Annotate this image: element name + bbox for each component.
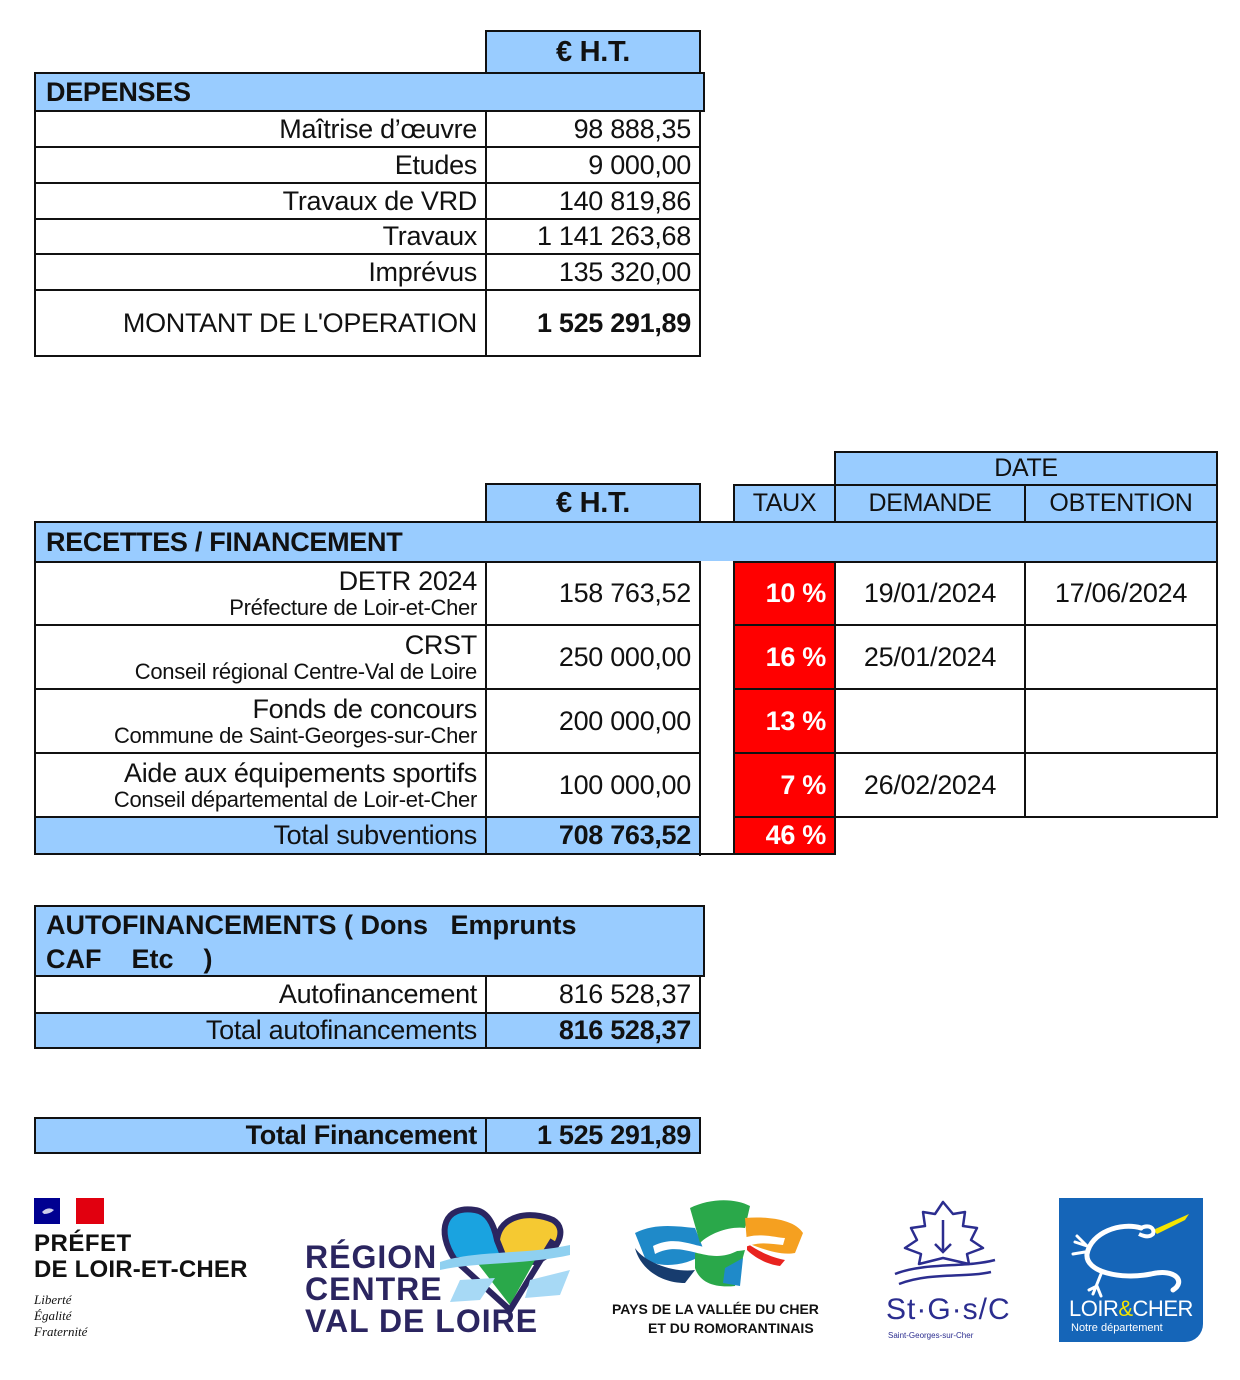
depenses-row-amount: 135 320,00 <box>485 253 701 291</box>
pays-logo <box>600 1195 840 1345</box>
recettes-currency-header: € H.T. <box>485 483 701 523</box>
autofinancements-row-amount: 816 528,37 <box>485 975 701 1014</box>
recettes-obtention-header: OBTENTION <box>1024 484 1218 523</box>
recettes-row-label <box>34 561 487 626</box>
stgsc-mark: St·G·s/C <box>886 1293 1011 1326</box>
pays-wave-icon <box>635 1198 805 1288</box>
funding-source: Préfecture de Loir-et-Cher <box>229 595 477 620</box>
depenses-row-label: Travaux <box>34 218 487 255</box>
depenses-total-amount: 1 525 291,89 <box>485 289 701 357</box>
vine-leaf-icon <box>885 1198 1005 1293</box>
prefet-line1: PRÉFET <box>34 1230 132 1257</box>
recettes-row-obtention: 17/06/2024 <box>1024 561 1218 626</box>
recettes-total-label: Total subventions <box>34 816 487 855</box>
recettes-row-demande: 19/01/2024 <box>834 561 1026 626</box>
recettes-demande-header: DEMANDE <box>834 484 1026 523</box>
prefet-motto-1: Liberté <box>34 1292 72 1307</box>
loiretcher-logo <box>1059 1198 1203 1342</box>
prefet-motto-3: Fraternité <box>34 1324 88 1339</box>
funding-name: Aide aux équipements sportifs <box>123 757 477 788</box>
spacer-bottom <box>699 853 735 855</box>
funding-name: DETR 2024 <box>338 566 477 596</box>
region-logo <box>300 1195 580 1345</box>
loiretcher-name-b: CHER <box>1132 1296 1193 1321</box>
recettes-taux-header: TAUX <box>733 484 836 523</box>
recettes-row-amount: 100 000,00 <box>485 752 701 818</box>
recettes-total-amount: 708 763,52 <box>485 816 701 855</box>
funding-source: Commune de Saint-Georges-sur-Cher <box>113 722 477 748</box>
loiretcher-tagline: Notre département <box>1071 1322 1163 1334</box>
recettes-row-taux: 10 % <box>733 561 836 626</box>
depenses-row-amount: 9 000,00 <box>485 146 701 184</box>
autofinancements-title-line1: AUTOFINANCEMENTS ( Dons Emprunts <box>46 910 577 940</box>
stgsc-logo <box>880 1195 1010 1345</box>
funding-name: Fonds de concours <box>252 693 477 724</box>
prefet-line2: DE LOIR-ET-CHER <box>34 1256 248 1283</box>
loiretcher-name <box>1069 1296 1193 1322</box>
recettes-row-taux: 13 % <box>733 688 836 754</box>
depenses-row-label: Etudes <box>34 146 487 184</box>
recettes-row-taux: 7 % <box>733 752 836 818</box>
stgsc-caption: Saint-Georges-sur-Cher <box>888 1331 974 1340</box>
recettes-row-amount: 158 763,52 <box>485 561 701 626</box>
recettes-row-obtention <box>1024 688 1218 754</box>
funding-source: Conseil départemental de Loir-et-Cher <box>113 786 477 812</box>
funding-source: Conseil régional Centre-Val de Loire <box>134 658 477 684</box>
recettes-row-label <box>34 624 487 690</box>
recettes-row-taux: 16 % <box>733 624 836 690</box>
region-heart-icon <box>435 1200 575 1320</box>
recettes-row-label <box>34 752 487 818</box>
recettes-total-taux: 46 % <box>733 816 836 855</box>
salamander-icon <box>1061 1202 1201 1302</box>
region-line3: VAL DE LOIRE <box>305 1303 539 1339</box>
recettes-row-obtention <box>1024 624 1218 690</box>
depenses-row-amount: 98 888,35 <box>485 110 701 148</box>
autofinancements-section-title <box>34 905 705 977</box>
pays-line1: PAYS DE LA VALLÉE DU CHER <box>612 1301 819 1317</box>
loiretcher-name-a: LOIR <box>1069 1296 1119 1321</box>
depenses-row-label: Maîtrise d’œuvre <box>34 110 487 148</box>
recettes-row-demande: 26/02/2024 <box>834 752 1026 818</box>
funding-name: CRST <box>404 629 477 660</box>
recettes-row-amount: 200 000,00 <box>485 688 701 754</box>
depenses-row-label: Travaux de VRD <box>34 182 487 220</box>
recettes-section-title: RECETTES / FINANCEMENT <box>34 521 1218 563</box>
total-financement-label: Total Financement <box>34 1117 487 1154</box>
prefet-motto-2: Égalité <box>34 1308 72 1323</box>
loiretcher-amp: & <box>1118 1296 1133 1321</box>
autofinancements-total-amount: 816 528,37 <box>485 1012 701 1049</box>
recettes-row-amount: 250 000,00 <box>485 624 701 690</box>
recettes-row-label <box>34 688 487 754</box>
depenses-row-amount: 1 141 263,68 <box>485 218 701 255</box>
recettes-date-header: DATE <box>834 451 1218 486</box>
depenses-total-label: MONTANT DE L'OPERATION <box>34 289 487 357</box>
depenses-currency-header: € H.T. <box>485 30 701 74</box>
recettes-row-demande: 25/01/2024 <box>834 624 1026 690</box>
autofinancements-total-label: Total autofinancements <box>34 1012 487 1049</box>
marianne-flag-icon <box>34 1198 104 1224</box>
region-line1: RÉGION <box>305 1239 438 1275</box>
spacer-column <box>699 561 735 856</box>
pays-line2: ET DU ROMORANTINAIS <box>648 1320 814 1336</box>
prefet-logo <box>34 1198 274 1348</box>
depenses-row-label: Imprévus <box>34 253 487 291</box>
recettes-row-obtention <box>1024 752 1218 818</box>
region-line2: CENTRE <box>305 1271 443 1307</box>
autofinancements-title-line2: CAF Etc ) <box>46 944 213 974</box>
recettes-row-demande <box>834 688 1026 754</box>
autofinancements-row-label: Autofinancement <box>34 975 487 1014</box>
total-financement-amount: 1 525 291,89 <box>485 1117 701 1154</box>
depenses-section-title: DEPENSES <box>34 72 705 112</box>
depenses-row-amount: 140 819,86 <box>485 182 701 220</box>
